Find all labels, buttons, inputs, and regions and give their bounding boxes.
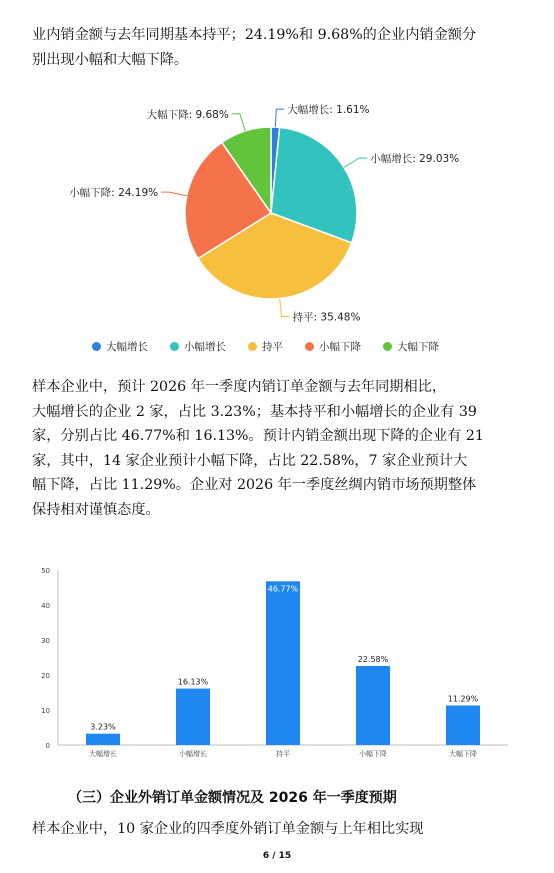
pie-leader-line [280,299,290,317]
text-line: 家，分别占比 46.77%和 16.13%。预计内销金额出现下降的企业有 21 [32,428,484,444]
pie-legend [92,337,512,355]
pie-leader-line [344,158,367,168]
y-tick-label: 20 [41,672,50,680]
pie-data-label: 持平: 35.48% [292,311,361,324]
legend-item [92,337,148,355]
bar-data-label: 16.13% [177,677,209,687]
y-tick-label: 50 [41,567,50,575]
bar-data-label: 22.58% [357,654,389,664]
text-line: 大幅增长的企业 2 家，占比 3.23%；基本持平和小幅增长的企业有 39 [32,403,477,420]
legend-dot [305,342,314,351]
text-line: 别出现小幅和大幅下降。 [32,51,189,68]
legend-dot [383,342,392,351]
x-tick-label: 小幅增长 [179,750,207,758]
legend-item [170,337,226,355]
text-line: 业内销金额与去年同期基本持平；24.19%和 9.68%的企业内销金额分 [32,27,477,43]
text-line: 样本企业中，10 家企业的四季度外销订单金额与上年相比实现 [32,821,424,837]
bar-data-label: 11.29% [447,694,479,704]
export-paragraph [32,817,528,842]
x-tick-label: 小幅下降 [359,750,387,758]
bar-data-label: 3.23% [90,722,116,732]
bar [446,705,480,745]
legend-label: 小幅增长 [184,340,226,353]
bar [176,689,210,745]
intro-paragraph [32,23,528,72]
legend-item [248,337,283,355]
text-line: 幅下降，占比 11.29%。企业对 2026 年一季度丝绸内销市场预期整体 [32,477,477,493]
y-tick-label: 30 [41,637,50,645]
pie-leader-line [232,114,245,131]
bar [356,666,390,745]
y-tick-label: 40 [41,602,50,610]
bar-data-label: 46.77% [267,584,299,594]
pie-data-label: 小幅下降: 24.19% [69,187,159,200]
pie-data-label: 小幅增长: 29.03% [370,152,460,165]
pie-chart [0,85,554,360]
pie-leader-line [275,109,284,127]
text-line: 家，其中，14 家企业预计小幅下降，占比 22.58%，7 家企业预计大 [32,452,468,469]
bar [266,581,300,745]
x-tick-label: 大幅增长 [89,750,117,758]
page-number: 6 / 15 [262,851,292,861]
legend-item [383,337,439,355]
section-heading: （三）企业外销订单金额情况及 2026 年一季度预期 [68,790,397,806]
legend-label: 小幅下降 [319,340,361,353]
text-line: 保持相对谨慎态度。 [32,501,160,518]
y-tick-label: 10 [41,707,50,715]
bar-chart [28,560,528,760]
y-tick-label: 0 [45,742,50,750]
legend-dot [248,342,257,351]
bar [86,734,120,745]
legend-item [305,337,361,355]
pie-leader-line [161,192,187,196]
forecast-paragraph [32,375,528,522]
pie-data-label: 大幅下降: 9.68% [146,108,229,121]
x-tick-label: 大幅下降 [449,750,477,758]
legend-label: 大幅增长 [106,340,148,353]
pie-data-label: 大幅增长: 1.61% [287,104,370,117]
legend-label: 持平 [262,340,283,353]
legend-dot [92,342,101,351]
text-line: 样本企业中，预计 2026 年一季度内销订单金额与去年同期相比， [32,379,447,395]
legend-dot [170,342,179,351]
x-tick-label: 持平 [276,750,290,758]
legend-label: 大幅下降 [397,340,439,353]
